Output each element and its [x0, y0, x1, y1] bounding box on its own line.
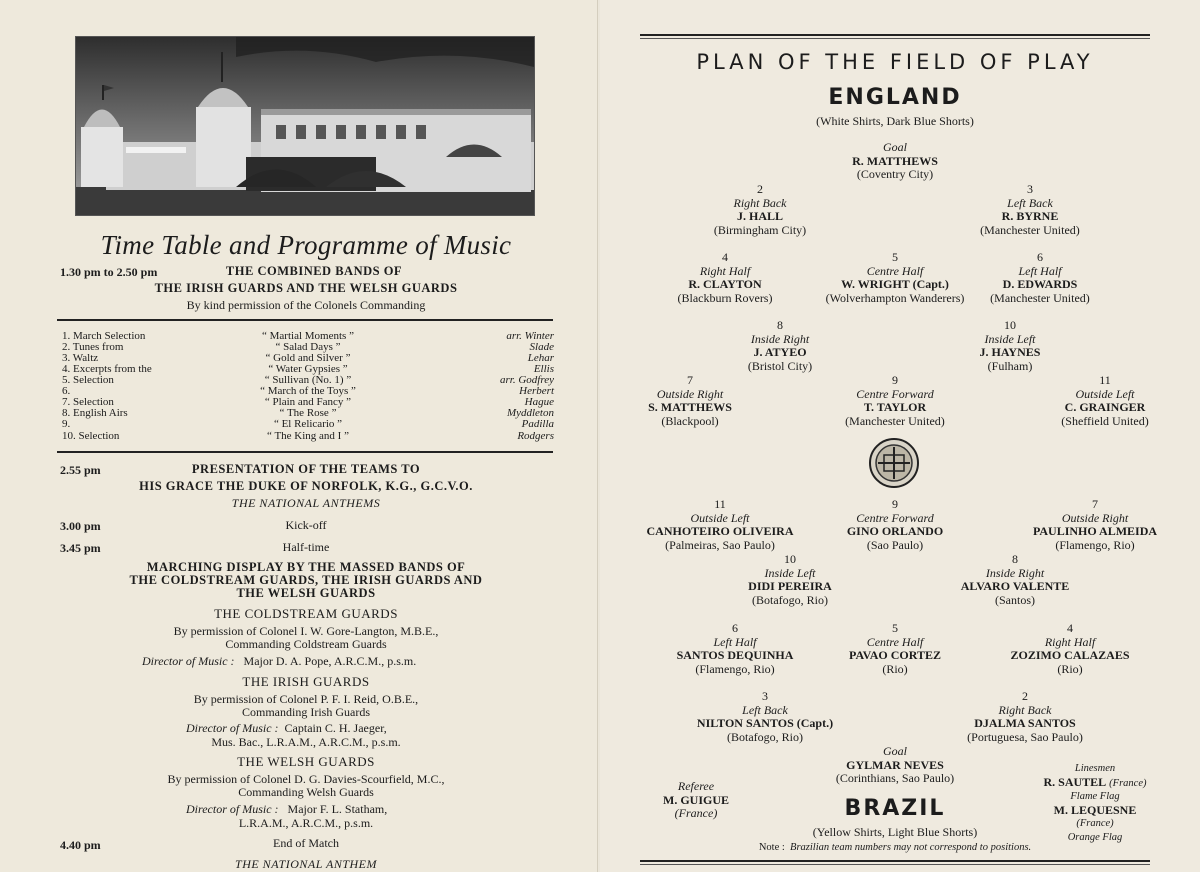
player-club: (Botafogo, Rio): [752, 592, 828, 607]
player-number: 2: [1022, 689, 1028, 703]
player-position: Centre Forward: [856, 386, 934, 401]
player-card: [815, 622, 975, 676]
programme-title: Time Table and Programme of Music: [100, 230, 512, 260]
right-page: [600, 0, 1200, 872]
player-number: 11: [714, 497, 726, 511]
music-item-composer: arr. Winter: [506, 330, 554, 342]
music-item-title: “ March of the Toys ”: [260, 385, 356, 397]
welsh-permission-1: By permission of Colonel D. G. Davies-Scourfield, M.C.,: [167, 772, 445, 786]
player-name: R. BYRNE: [1001, 209, 1059, 223]
player-club: (Fulham): [987, 358, 1033, 373]
player-name: R. MATTHEWS: [852, 153, 938, 168]
player-number: 4: [722, 250, 728, 264]
stadium-illustration: [76, 37, 534, 215]
time-5: 4.40 pm: [60, 838, 101, 852]
player-name: GINO ORLANDO: [846, 524, 944, 538]
time-2: 2.55 pm: [60, 463, 101, 477]
match-crest-icon: [868, 437, 920, 489]
divider: [57, 319, 553, 321]
player-club: (Rio): [1057, 661, 1083, 676]
player-position: Left Half: [1018, 263, 1062, 278]
player-name: J. ATYEO: [753, 345, 807, 359]
player-card: [650, 251, 800, 305]
bottom-rule-thin: [640, 864, 1150, 865]
player-name: D. EDWARDS: [1002, 277, 1078, 291]
referee-country: (France): [674, 806, 718, 820]
welsh-permission-2: Commanding Welsh Guards: [238, 785, 374, 799]
player-number: 10: [784, 552, 796, 566]
player-number: 9: [892, 497, 898, 511]
player-number: 9: [892, 373, 898, 387]
display-line3: THE WELSH GUARDS: [236, 586, 376, 600]
player-position: Goal: [883, 140, 907, 154]
music-item-composer: Rodgers: [517, 430, 554, 442]
player-number: 3: [762, 689, 768, 703]
player-number: 2: [757, 182, 763, 196]
player-position: Inside Left: [984, 331, 1036, 346]
left-page: [0, 0, 598, 872]
welsh-heading: THE WELSH GUARDS: [237, 754, 375, 769]
music-item-title: “ Salad Days ”: [275, 341, 341, 353]
bands-line2: THE IRISH GUARDS AND THE WELSH GUARDS: [154, 281, 458, 295]
player-club: (Portuguesa, Sao Paulo): [967, 729, 1083, 744]
player-name: GYLMAR NEVES: [846, 757, 944, 772]
linesmen-block: [1030, 762, 1160, 844]
top-rule: [640, 34, 1150, 36]
england-kit: (White Shirts, Dark Blue Shorts): [816, 114, 974, 128]
director-label: Director of Music :: [142, 654, 235, 668]
player-number: 11: [1099, 373, 1111, 387]
player-club: (Flamengo, Rio): [1055, 537, 1135, 552]
player-position: Left Back: [742, 702, 788, 717]
music-item-title: “ The King and I ”: [267, 430, 349, 442]
player-club: (Botafogo, Rio): [727, 729, 803, 744]
music-item-label: 10. Selection: [62, 430, 120, 442]
music-item-title: “ El Relicario ”: [273, 418, 343, 430]
player-number: 7: [687, 373, 693, 387]
music-item-label: 5. Selection: [62, 374, 114, 386]
player-name: DJALMA SANTOS: [974, 716, 1076, 730]
player-card: [795, 141, 995, 182]
player-position: Goal: [883, 744, 907, 758]
player-club: (Manchester United): [980, 222, 1080, 237]
linesman-2-name: M. LEQUESNE: [1053, 802, 1137, 817]
player-card: [810, 498, 980, 552]
irish-permission-2: Commanding Irish Guards: [242, 705, 370, 719]
player-club: (Rio): [882, 661, 908, 676]
player-position: Left Half: [713, 634, 757, 649]
halftime-label: Half-time: [282, 540, 330, 554]
welsh-director-name: Major F. L. Statham,: [287, 802, 388, 816]
music-item-label: 2. Tunes from: [62, 341, 124, 353]
player-club: (Santos): [995, 592, 1035, 607]
welsh-director: [186, 802, 387, 817]
player-card: [620, 374, 760, 428]
player-name: PAVAO CORTEZ: [849, 648, 941, 662]
player-name: T. TAYLOR: [863, 400, 927, 414]
music-item-composer: Padilla: [521, 418, 554, 430]
player-name: W. WRIGHT (Capt.): [841, 277, 949, 291]
irish-heading: THE IRISH GUARDS: [242, 674, 370, 689]
welsh-director-quals: L.R.A.M., A.R.C.M., p.s.m.: [238, 816, 374, 830]
kickoff-label: Kick-off: [285, 518, 327, 532]
player-club: (Blackburn Rovers): [677, 290, 773, 305]
player-name: SANTOS DEQUINHA: [676, 648, 794, 662]
top-rule-thin: [640, 38, 1150, 39]
player-position: Centre Forward: [856, 510, 934, 525]
player-club: (Blackpool): [661, 413, 719, 428]
player-card: [710, 319, 850, 373]
irish-director-name: Captain C. H. Jaeger,: [284, 721, 387, 735]
player-position: Right Back: [998, 702, 1052, 717]
player-club: (Corinthians, Sao Paulo): [835, 771, 955, 785]
music-item-title: “ The Rose ”: [279, 407, 337, 419]
player-club: (Palmeiras, Sao Paulo): [665, 537, 775, 552]
time-4: 3.45 pm: [60, 541, 101, 555]
england-heading: ENGLAND: [828, 85, 962, 110]
note-label: Note :: [758, 842, 785, 853]
linesman-1: [1030, 776, 1160, 791]
referee-block: [656, 780, 736, 821]
player-name: J. HALL: [736, 209, 783, 223]
coldstream-permission-1: By permission of Colonel I. W. Gore-Langton, M.B.E.,: [173, 624, 439, 638]
music-item-composer: Hague: [524, 396, 554, 408]
music-item-title: “ Martial Moments ”: [262, 330, 354, 342]
linesman-1-flag: Flame Flag: [1070, 791, 1120, 802]
linesman-2-country: (France): [1076, 818, 1114, 829]
player-number: 6: [732, 621, 738, 635]
player-card: [940, 690, 1110, 744]
player-card: [650, 622, 820, 676]
music-item-label: 4. Excerpts from the: [62, 363, 152, 375]
player-name: DIDI PEREIRA: [748, 579, 832, 593]
player-name: S. MATTHEWS: [648, 400, 732, 414]
coldstream-heading: THE COLDSTREAM GUARDS: [214, 606, 398, 621]
irish-permission-1: By permission of Colonel P. F. I. Reid, O.B.E.,: [193, 692, 419, 706]
national-anthem: THE NATIONAL ANTHEM: [235, 857, 377, 871]
player-number: 4: [1067, 621, 1073, 635]
player-card: [720, 553, 860, 607]
music-item-title: “ Gold and Silver ”: [265, 352, 351, 364]
music-row: [62, 419, 554, 430]
player-number: 5: [892, 621, 898, 635]
player-name: CANHOTEIRO OLIVEIRA: [646, 524, 794, 538]
player-position: Inside Right: [985, 565, 1045, 580]
player-club: (Wolverhampton Wanderers): [825, 290, 965, 305]
coldstream-permission-2: Commanding Coldstream Guards: [225, 637, 387, 651]
music-item-composer: arr. Godfrey: [500, 374, 554, 386]
player-position: Centre Half: [866, 263, 924, 278]
brazil-heading: BRAZIL: [844, 796, 946, 821]
player-club: (Coventry City): [856, 167, 934, 181]
player-card: [800, 745, 990, 786]
player-number: 10: [1004, 318, 1016, 332]
linesman-1-country: (France): [1109, 777, 1147, 789]
referee-name: M. GUIGUE: [663, 792, 729, 807]
music-item-composer: Ellis: [533, 363, 554, 375]
linesmen-label: Linesmen: [1074, 763, 1116, 774]
display-line2: THE COLDSTREAM GUARDS, THE IRISH GUARDS AND: [129, 573, 483, 587]
player-card: [625, 498, 815, 552]
note-text: Brazilian team numbers may not correspond to positions.: [790, 842, 1032, 853]
music-item-label: 3. Waltz: [62, 352, 99, 364]
music-item-label: 1. March Selection: [62, 330, 146, 342]
irish-director-quals: Mus. Bac., L.R.A.M., A.R.C.M., p.s.m.: [211, 735, 401, 749]
player-club: (Flamengo, Rio): [695, 661, 775, 676]
brazil-kit: (Yellow Shirts, Light Blue Shorts): [812, 825, 978, 839]
player-position: Centre Half: [866, 634, 924, 649]
player-name: NILTON SANTOS (Capt.): [696, 716, 834, 730]
irish-director: [186, 721, 387, 736]
player-name: ZOZIMO CALAZAES: [1010, 648, 1130, 662]
referee-label: Referee: [677, 779, 715, 793]
director-label: Director of Music :: [186, 802, 279, 816]
presentation-line2: HIS GRACE THE DUKE OF NORFOLK, K.G., G.C.V.O.: [139, 479, 473, 493]
stadium-photo: [75, 36, 535, 216]
player-position: Inside Right: [750, 331, 810, 346]
player-club: (Manchester United): [990, 290, 1090, 305]
national-anthems: THE NATIONAL ANTHEMS: [231, 496, 381, 510]
music-item-composer: Herbert: [519, 385, 554, 397]
player-number: 8: [777, 318, 783, 332]
player-card: [1035, 374, 1175, 428]
music-item-composer: Lehar: [527, 352, 554, 364]
divider: [57, 451, 553, 453]
player-name: J. HAYNES: [979, 345, 1041, 359]
presentation-line1: PRESENTATION OF THE TEAMS TO: [191, 462, 421, 476]
music-item-label: 9.: [62, 418, 71, 430]
field-plan-header: PLAN OF THE FIELD OF PLAY: [696, 50, 1094, 74]
music-item-title: “ Water Gypsies ”: [268, 363, 348, 375]
player-name: ALVARO VALENTE: [960, 579, 1070, 593]
player-number: 5: [892, 250, 898, 264]
player-position: Outside Right: [1061, 510, 1129, 525]
music-row: [62, 431, 554, 442]
player-club: (Manchester United): [845, 413, 945, 428]
music-item-label: 7. Selection: [62, 396, 114, 408]
player-card: [800, 251, 990, 305]
player-number: 3: [1027, 182, 1033, 196]
player-card: [965, 251, 1115, 305]
music-item-composer: Slade: [529, 341, 554, 353]
player-card: [940, 319, 1080, 373]
player-club: (Bristol City): [747, 358, 813, 373]
linesman-1-name: R. SAUTEL: [1043, 774, 1107, 789]
linesman-2-flag: Orange Flag: [1067, 831, 1123, 843]
player-position: Outside Right: [656, 386, 724, 401]
player-card: [690, 183, 830, 237]
player-card: [955, 183, 1105, 237]
bands-line1: THE COMBINED BANDS OF: [225, 264, 403, 278]
player-card: [1000, 498, 1190, 552]
player-name: C. GRAINGER: [1064, 400, 1146, 414]
player-number: 8: [1012, 552, 1018, 566]
player-position: Outside Left: [690, 510, 750, 525]
player-club: (Sao Paulo): [866, 537, 924, 552]
display-line1: MARCHING DISPLAY BY THE MASSED BANDS OF: [146, 560, 466, 574]
bottom-rule: [640, 860, 1150, 862]
player-position: Right Half: [1044, 634, 1096, 649]
director-label: Director of Music :: [186, 721, 279, 735]
music-item-title: “ Sullivan (No. 1) ”: [264, 374, 352, 386]
music-item-composer: Myddleton: [506, 407, 554, 419]
player-number: 6: [1037, 250, 1043, 264]
time-1: 1.30 pm to 2.50 pm: [60, 265, 158, 279]
music-item-title: “ Plain and Fancy ”: [264, 396, 352, 408]
player-club: (Birmingham City): [713, 222, 807, 237]
player-position: Outside Left: [1075, 386, 1135, 401]
player-card: [680, 690, 850, 744]
time-3: 3.00 pm: [60, 519, 101, 533]
player-name: R. CLAYTON: [688, 277, 762, 291]
player-card: [810, 374, 980, 428]
player-card: [935, 553, 1095, 607]
music-item-label: 6.: [62, 385, 71, 397]
player-position: Left Back: [1007, 195, 1053, 210]
player-position: Right Half: [699, 263, 751, 278]
player-position: Inside Left: [764, 565, 816, 580]
coldstream-director: [142, 654, 416, 669]
end-of-match: End of Match: [273, 836, 339, 850]
player-card: [985, 622, 1155, 676]
music-item-label: 8. English Airs: [62, 407, 128, 419]
player-position: Right Back: [733, 195, 787, 210]
coldstream-director-name: Major D. A. Pope, A.R.C.M., p.s.m.: [243, 654, 417, 668]
player-club: (Sheffield United): [1061, 413, 1149, 428]
player-name: PAULINHO ALMEIDA: [1032, 524, 1158, 538]
bands-permission: By kind permission of the Colonels Commanding: [186, 298, 426, 312]
player-number: 7: [1092, 497, 1098, 511]
